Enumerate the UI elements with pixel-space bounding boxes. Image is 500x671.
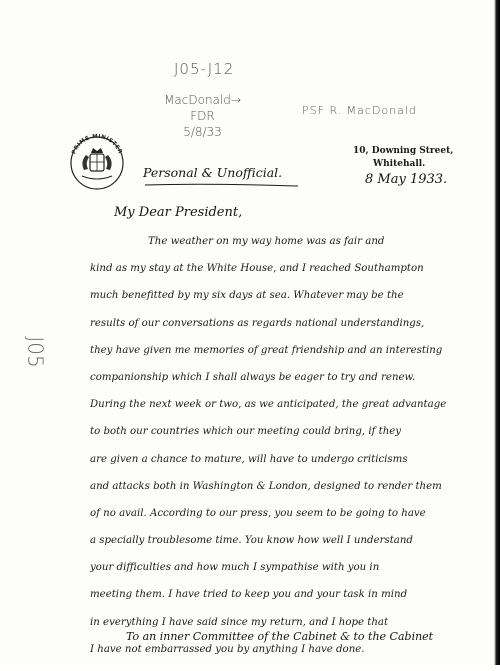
archive-names xyxy=(160,92,245,140)
letter-line: meeting them. I have tried to keep you and your task in mind xyxy=(90,589,408,601)
letterhead-address xyxy=(353,145,453,171)
file-mark: PSF R. MacDonald xyxy=(302,104,417,117)
prime-minister-seal-icon xyxy=(66,130,128,192)
archive-name-line2: FDR xyxy=(190,109,215,123)
letter-line: During the next week or two, as we anticipated, the great advantage xyxy=(90,399,447,411)
letter-body xyxy=(90,236,475,671)
letter-heading: Personal & Unofficial. xyxy=(143,165,283,180)
archive-code: J05-J12 xyxy=(174,60,235,78)
letter-line: are given a chance to mature, will have to undergo criticisms xyxy=(90,453,408,465)
salutation: My Dear President, xyxy=(114,205,243,220)
letter-line: results of our conversations as regards national understandings, xyxy=(90,317,425,329)
letter-line: they have given me memories of great friendship and an interesting xyxy=(90,344,443,356)
letter-line: a specially troublesome time. You know how well I understand xyxy=(90,535,413,547)
address-line2: Whitehall. xyxy=(373,159,426,169)
address-line1: 10, Downing Street, xyxy=(353,146,454,156)
letter-line: I have not embarrassed you by anything I have done. xyxy=(90,643,365,655)
archive-name-line1: MacDonald→ xyxy=(164,93,241,107)
letter-date: 8 May 1933. xyxy=(365,172,448,187)
closing-line: To an inner Committee of the Cabinet & to the Cabinet xyxy=(126,630,434,643)
seal-label: PRIME MINISTER xyxy=(71,133,123,156)
archive-name-line3: 5/8/33 xyxy=(183,125,222,139)
letter-line: kind as my stay at the White House, and I reached Southampton xyxy=(90,263,424,275)
letter-line: your difficulties and how much I sympathise with you in xyxy=(90,562,380,574)
side-mark: J05 xyxy=(23,336,48,368)
letter-line: companionship which I shall always be eager to try and renew. xyxy=(90,371,416,383)
letter-line: in everything I have said since my return, and I hope that xyxy=(90,616,389,628)
heading-underline xyxy=(143,181,303,189)
letter-line: much benefitted by my six days at sea. Whatever may be the xyxy=(90,290,404,302)
letter-line: The weather on my way home was as fair and xyxy=(148,236,385,247)
letter-line: and attacks both in Washington & London, designed to render them xyxy=(90,480,442,492)
letter-line: of no avail. According to our press, you seem to be going to have xyxy=(90,507,426,519)
letter-line: to both our countries which our meeting could bring, if they xyxy=(90,426,402,438)
page-edge xyxy=(494,0,500,665)
